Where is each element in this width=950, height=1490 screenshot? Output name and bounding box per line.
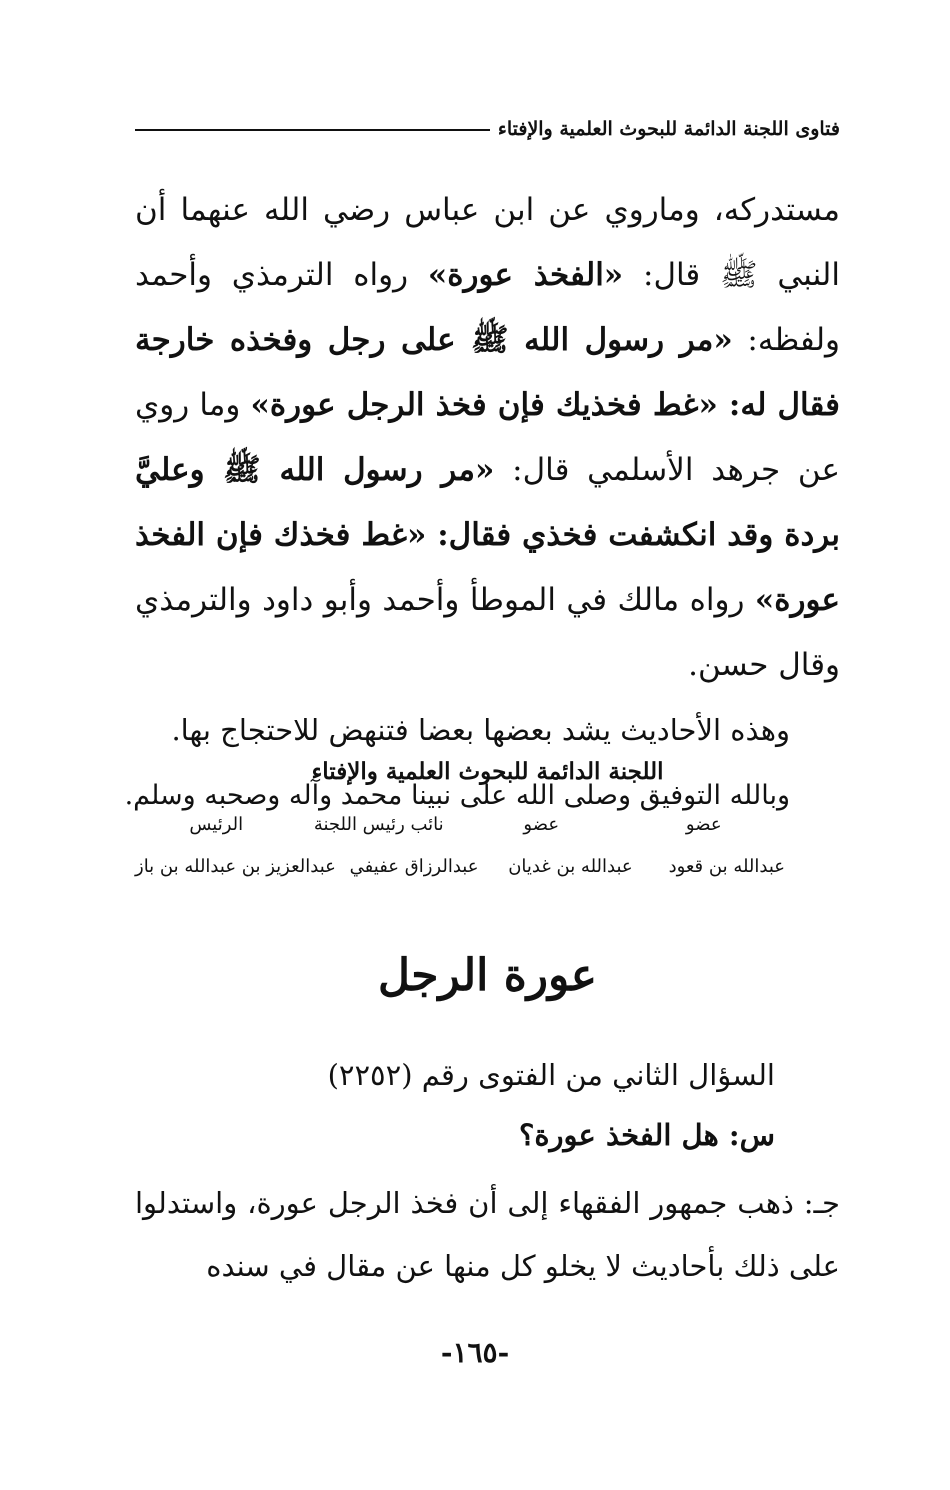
question-text: س: هل الفخذ عورة؟ xyxy=(518,1118,775,1152)
quote-bold: «مر رسول الله ﷺ على رجل وفخذه خارجة فقال له: «غط فخذيك فإن فخذ الرجل عورة» xyxy=(135,322,840,423)
text-run: رواه مالك في الموطأ وأحمد وأبو داود والترمذي وقال حسن. xyxy=(135,582,840,683)
committee-name: اللجنة الدائمة للبحوث العلمية والإفتاء xyxy=(311,758,664,785)
signatory-title: الرئيس xyxy=(189,814,244,835)
signatory-titles xyxy=(135,814,805,835)
signatory-name: عبدالله بن غديان xyxy=(508,856,633,877)
answer-text: جـ: ذهب جمهور الفقهاء إلى أن فخذ الرجل عورة، واستدلوا على ذلك بأحاديث لا يخلو كل منها عن مقال في سنده xyxy=(135,1186,840,1283)
signatory-names xyxy=(135,856,805,877)
signatory-name: عبدالله بن قعود xyxy=(668,856,786,877)
signatory-title: نائب رئيس اللجنة xyxy=(313,814,444,835)
text-run: وما روي عن جرهد الأسلمي قال: xyxy=(135,387,840,488)
signatory-title: عضو xyxy=(685,814,722,835)
conclusion-line: وهذه الأحاديث يشد بعضها بعضا فتنهض للاحتجاج بها. xyxy=(171,713,790,747)
question-reference: السؤال الثاني من الفتوى رقم (٢٢٥٢) xyxy=(327,1058,775,1092)
section-title: عورة الرجل xyxy=(377,950,598,1001)
header-rule xyxy=(135,129,490,131)
main-text xyxy=(124,178,840,828)
signatory-name: عبدالرزاق عفيفي xyxy=(349,856,479,877)
quote-bold: «الفخذ عورة» xyxy=(427,257,624,293)
hadith-paragraph xyxy=(135,178,840,698)
signatory-title: عضو xyxy=(523,814,560,835)
running-header xyxy=(135,118,840,140)
running-title: فتاوى اللجنة الدائمة للبحوث العلمية والإفتاء xyxy=(497,118,840,140)
signatory-name: عبدالعزيز بن عبدالله بن باز xyxy=(135,856,336,877)
closing-line: وبالله التوفيق وصلى الله على نبينا محمد وآله وصحبه وسلم. xyxy=(124,780,790,811)
text-run: رواه الترمذي وأحمد ولفظه: xyxy=(135,257,840,358)
text-run: مستدركه، وماروي عن ابن عباس رضي الله عنهما أن النبي ﷺ قال: xyxy=(135,192,840,293)
page-number: -١٦٥- xyxy=(440,1336,510,1369)
quote-bold: «مر رسول الله ﷺ وعليَّ بردة وقد انكشفت فخذي فقال: «غط فخذك فإن الفخذ عورة» xyxy=(135,452,840,618)
